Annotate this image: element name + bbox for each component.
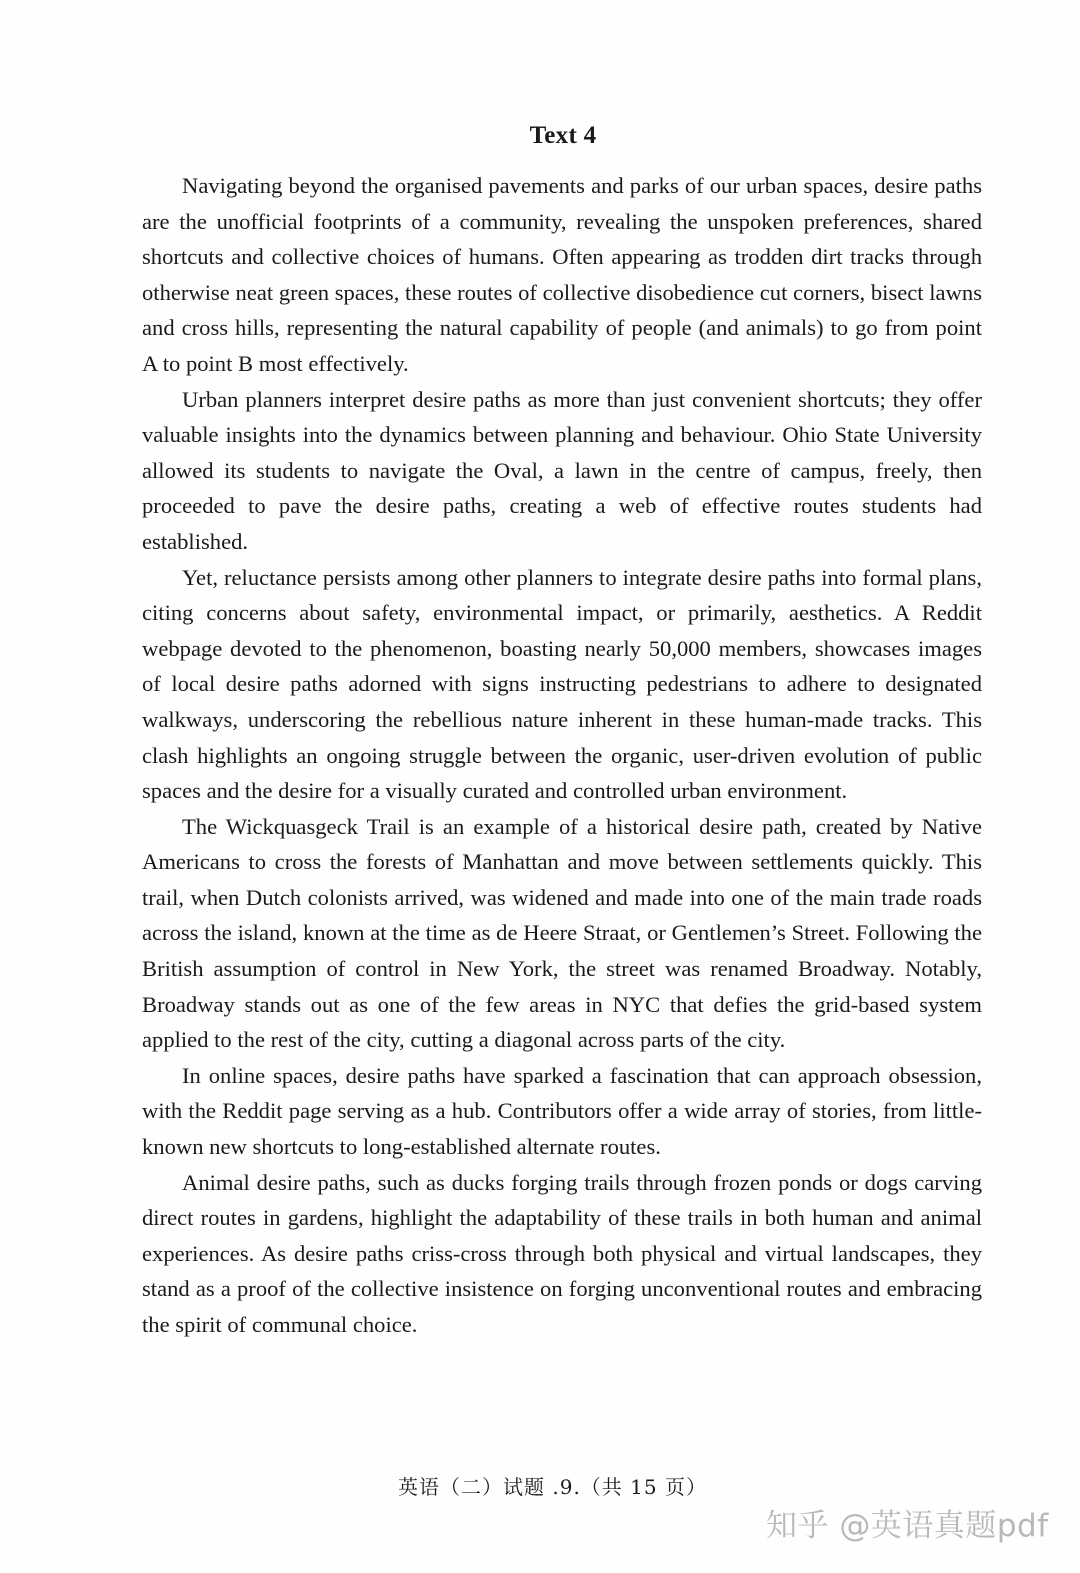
text-title: Text 4 xyxy=(529,122,597,149)
paragraph-2: Urban planners interpret desire paths as more than just convenient shortcuts; they offer valuable insights into the dynamics between planning and behaviour. Ohio State University allowed its students to navigate the Oval, a lawn in the centre of campus, freely, then proceeded to pave the desire paths, creating a web of effective routes students had established. xyxy=(142,386,982,554)
paragraph-1: Navigating beyond the organised pavements and parks of our urban spaces, desire paths are the unofficial footprints of a community, revealing the unspoken preferences, shared shortcuts and collective choices of humans. Often appearing as trodden dirt tracks through otherwise neat green spaces, these routes of collective disobedience cut corners, bisect lawns and cross hills, representing the natural capability of people (and animals) to go from point A to point B most effectively. xyxy=(142,173,982,376)
page-footer: 英语（二）试题 .9.（共 15 页） xyxy=(398,1475,707,1499)
passage-body xyxy=(142,168,982,1343)
paragraph-6: Animal desire paths, such as ducks forging trails through frozen ponds or dogs carving direct routes in gardens, highlight the adaptability of these trails in both human and animal experiences. As desire paths criss-cross through both physical and virtual landscapes, they stand as a proof of the collective insistence on forging unconventional routes and embracing the spirit of communal choice. xyxy=(142,1169,982,1337)
watermark-text: 知乎 @英语真题pdf xyxy=(766,1508,1049,1544)
paragraph-4: The Wickquasgeck Trail is an example of a historical desire path, created by Native Americans to cross the forests of Manhattan and move between settlements quickly. This trail, when Dutch colonists arrived, was widened and made into one of the main trade roads across the island, known at the time as de Heere Straat, or Gentlemen’s Street. Following the British assumption of control in New York, the street was renamed Broadway. Notably, Broadway stands out as one of the few areas in NYC that defies the grid-based system applied to the rest of the city, cutting a diagonal across parts of the city. xyxy=(142,813,982,1053)
paragraph-3: Yet, reluctance persists among other planners to integrate desire paths into formal plans, citing concerns about safety, environmental impact, or primarily, aesthetics. A Reddit webpage devoted to the phenomenon, boasting nearly 50,000 members, showcases images of local desire paths adorned with signs instructing pedestrians to adhere to designated walkways, underscoring the rebellious nature inherent in these human-made tracks. This clash highlights an ongoing struggle between the organic, user-driven evolution of public spaces and the desire for a visually curated and controlled urban environment. xyxy=(142,564,982,804)
paragraph-5: In online spaces, desire paths have sparked a fascination that can approach obsession, with the Reddit page serving as a hub. Contributors offer a wide array of stories, from little-known new shortcuts to long-established alternate routes. xyxy=(142,1062,982,1160)
